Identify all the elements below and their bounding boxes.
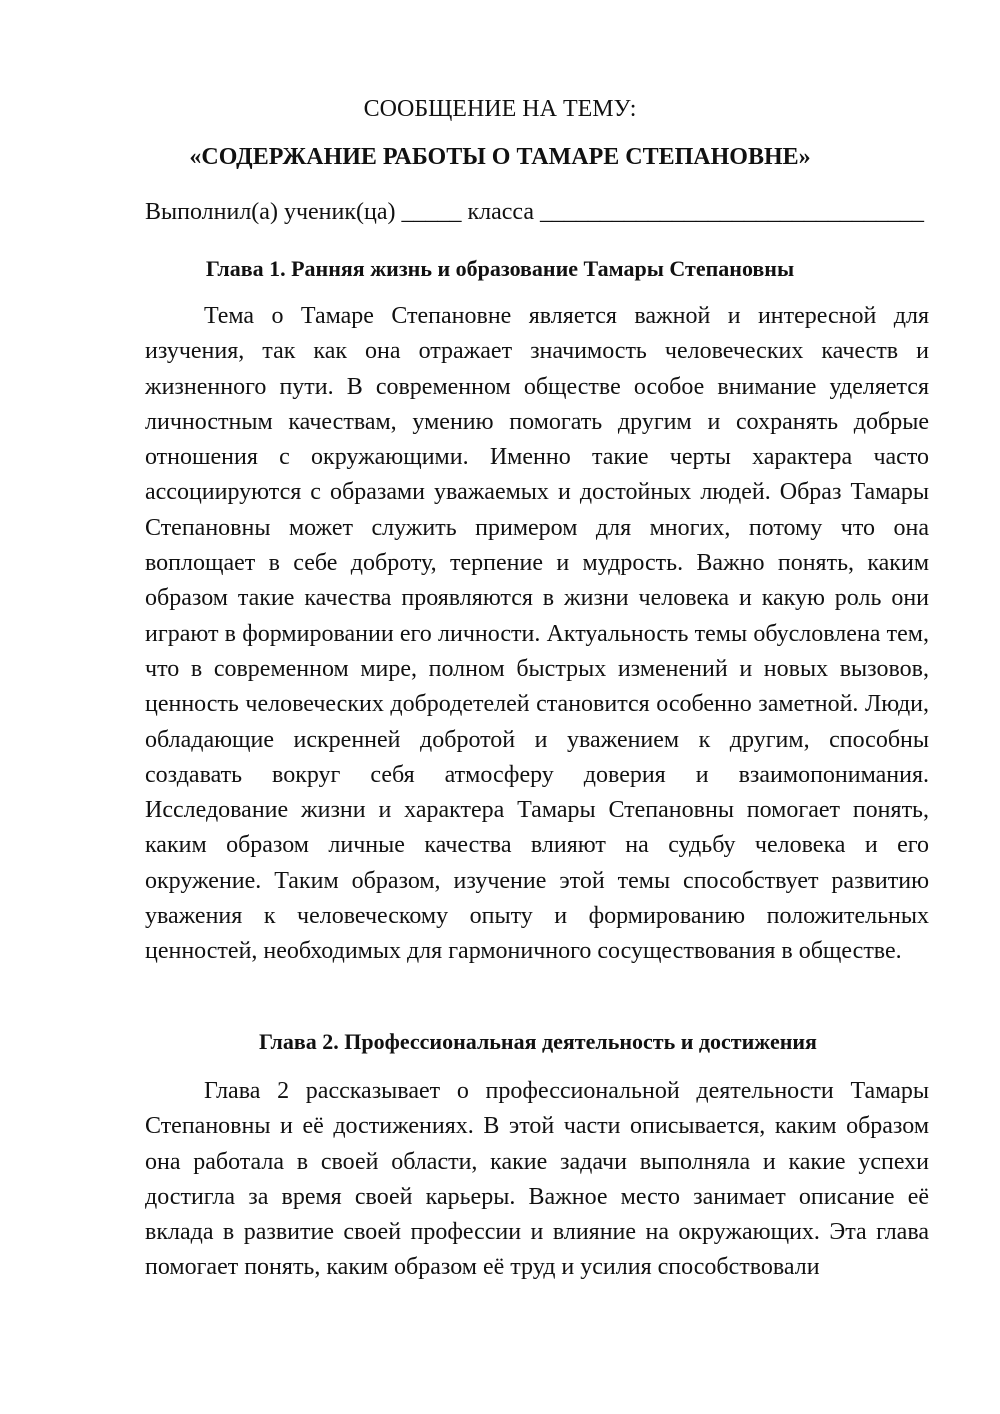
chapter-1-paragraph: Тема о Тамаре Степановне является важной и интересной для изучения, так как она отражает значимость человеческих качеств и жизненного пути. В современном обществе особое внимание уделяется личностным качествам, умению помогать другим и сохранять добрые отношения с окружающими. Именно такие черты характера часто ассоциируются с образами уважаемых и достойных людей. Образ Тамары Степановны может служить примером для многих, потому что она воплощает в себе доброту, терпение и мудрость. Важно понять, каким образом такие качества проявляются в жизни человека и какую роль они играют в формировании его личности. Актуальность темы обусловлена тем, что в современном мире, полном быстрых изменений и новых вызовов, ценность человеческих добродетелей становится особенно заметной. Люди, обладающие искренней добротой и уважением к другим, способны создавать вокруг себя атмосферу доверия и взаимопонимания. Исследование жизни и характера Тамары Степановны помогает понять, каким образом личные качества влияют на судьбу человека и его окружение. Таким образом, изучение этой темы способствует развитию уважения к человеческому опыту и формированию положительных ценностей, необходимых для гармоничного сосуществования в обществе. <box>145 303 929 965</box>
document-title-line-2: «СОДЕРЖАНИЕ РАБОТЫ О ТАМАРЕ СТЕПАНОВНЕ» <box>189 144 811 170</box>
author-line: Выполнил(а) ученик(ца) _____ класса ________________________________ <box>145 199 925 225</box>
chapter-2-heading: Глава 2. Профессиональная деятельность и достижения <box>259 1029 817 1054</box>
chapter-2-paragraph: Глава 2 рассказывает о профессиональной деятельности Тамары Степановны и её достижениях. В этой части описывается, каким образом она работала в своей области, какие задачи выполняла и какие успехи достигла за время своей карьеры. Важное место занимает описание её вклада в развитие своей профессии и влияние на окружающих. Эта глава помогает понять, каким образом её труд и усилия способствовали <box>145 1078 929 1281</box>
chapter-1-heading: Глава 1. Ранняя жизнь и образование Тамары Степановны <box>205 256 795 281</box>
document-title-line-1: СООБЩЕНИЕ НА ТЕМУ: <box>363 96 637 122</box>
